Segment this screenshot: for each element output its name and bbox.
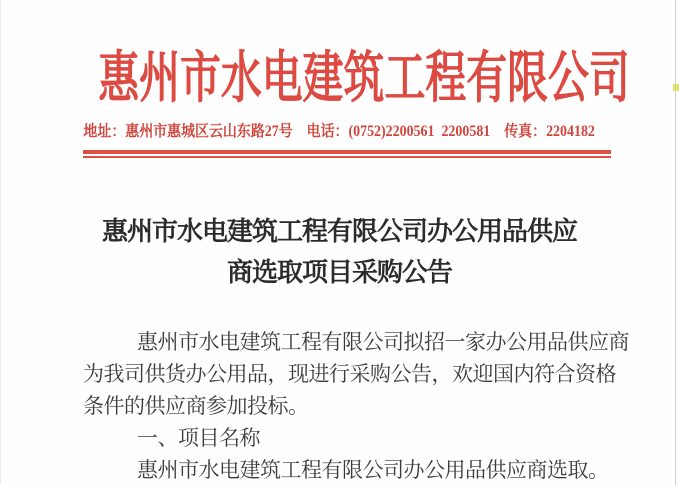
document-body [83,326,629,485]
document-title-line-2: 商选取项目采购公告 [226,258,452,287]
scan-edge-artifact-right [675,0,676,485]
red-rule-thin [83,156,611,158]
body-line: 惠州市水电建筑工程有限公司办公用品供应商选取。 [137,458,609,482]
letterhead-contact-line [0,121,679,142]
body-line: 条件的供应商参加投标。 [83,394,309,418]
document-title-line-1: 惠州市水电建筑工程有限公司办公用品供应 [101,217,577,246]
document-title [0,211,679,293]
body-line: 为我司供货办公用品，现进行采购公告，欢迎国内符合资格 [83,362,616,386]
company-name-text: 惠州市水电建筑工程有限公司 [98,48,630,110]
contact-line-text: 地址：惠州市惠城区云山东路27号 电话：(0752)2200561 2200581 传真：2204182 [83,123,596,140]
body-section-heading: 一、项目名称 [137,426,260,450]
scan-edge-artifact-left [0,0,1,485]
letterhead-company-name [0,50,679,108]
red-rule-thick [83,150,611,154]
scan-yellow-mark-artifact [673,84,679,91]
body-line: 惠州市水电建筑工程有限公司拟招一家办公用品供应商 [137,330,629,354]
